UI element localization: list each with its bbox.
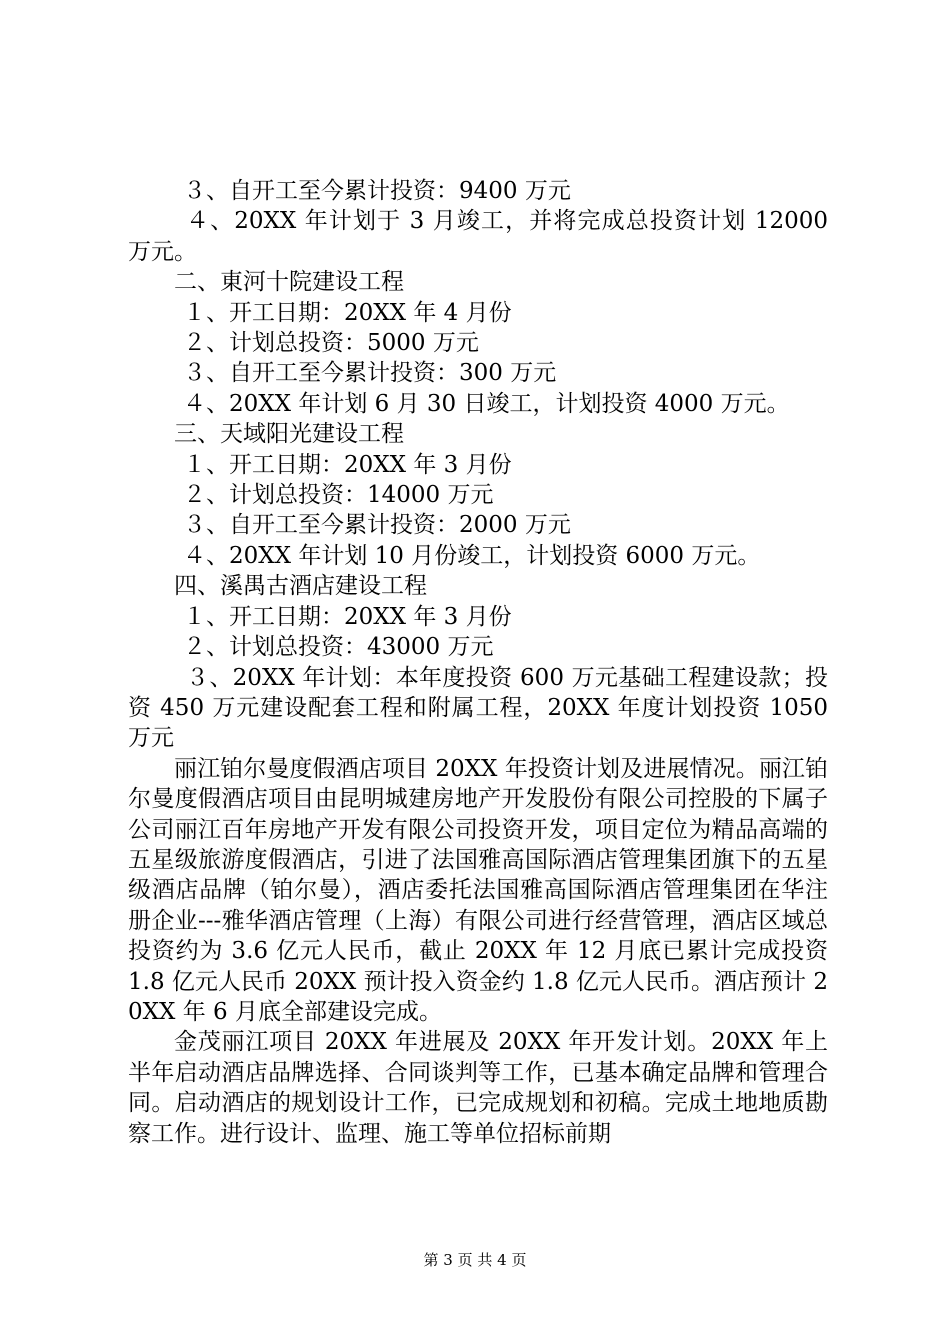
tianyu-item-1: １、开工日期：20XX 年 3 月份: [183, 451, 512, 478]
tianyu-item-3: ３、自开工至今累计投资：2000 万元: [183, 512, 571, 539]
section-heading-xiyu: 四、溪禺古酒店建设工程: [174, 573, 427, 600]
document-body: [128, 176, 828, 1149]
paragraph-jinmao: 金茂丽江项目 20XX 年进展及 20XX 年开发计划。20XX 年上半年启动酒店品牌选择、合同谈判等工作，已基本确定品牌和管理合同。启动酒店的规划设计工作，已完成规划和初稿。完成土地地质勘察工作。进行设计、监理、施工等单位招标前期: [128, 1029, 828, 1147]
xiyu-item-2: ２、计划总投资：43000 万元: [183, 634, 494, 661]
tianyu-item-2: ２、计划总投资：14000 万元: [183, 482, 494, 509]
donghe-item-4: ４、20XX 年计划 6 月 30 日竣工，计划投资 4000 万元。: [183, 390, 790, 417]
xiyu-item-1: １、开工日期：20XX 年 3 月份: [183, 603, 512, 630]
donghe-item-3: ３、自开工至今累计投资：300 万元: [183, 360, 557, 387]
section-heading-tianyu: 三、天域阳光建设工程: [174, 421, 404, 448]
item-cumulative-investment: ３、自开工至今累计投资：9400 万元: [183, 178, 571, 204]
donghe-item-1: １、开工日期：20XX 年 4 月份: [183, 299, 512, 326]
page-footer: 第 3 页 共 4 页: [423, 1251, 527, 1269]
section-heading-donghe: 二、東河十院建设工程: [174, 269, 404, 296]
tianyu-item-4: ４、20XX 年计划 10 月份竣工，计划投资 6000 万元。: [183, 542, 761, 569]
paragraph-pullman: 丽江铂尔曼度假酒店项目 20XX 年投资计划及进展情况。丽江铂尔曼度假酒店项目由昆明城建房地产开发股份有限公司控股的下属子公司丽江百年房地产开发有限公司投资开发，项目定位为精品高端的五星级旅游度假酒店，引进了法国雅高国际酒店管理集团旗下的五星级酒店品牌（铂尔曼），酒店委托法国雅高国际酒店管理集团在华注册企业---雅华酒店管理（上海）有限公司进行经营管理，酒店区域总投资约为 3.6 亿元人民币，截止 20XX 年 12 月底已累计完成投资 1.8 亿元人民币 20XX 预计投入资金约 1.8 亿元人民币。酒店预计 20XX 年 6 月底全部建设完成。: [128, 755, 828, 1025]
item-completion-plan: ４、20XX 年计划于 3 月竣工，并将完成总投资计划 12000 万元。: [128, 208, 828, 265]
xiyu-item-3: ３、20XX 年计划：本年度投资 600 万元基础工程建设款；投资 450 万元建设配套工程和附属工程，20XX 年度计划投资 1050 万元: [128, 664, 828, 752]
donghe-item-2: ２、计划总投资：5000 万元: [183, 330, 479, 357]
